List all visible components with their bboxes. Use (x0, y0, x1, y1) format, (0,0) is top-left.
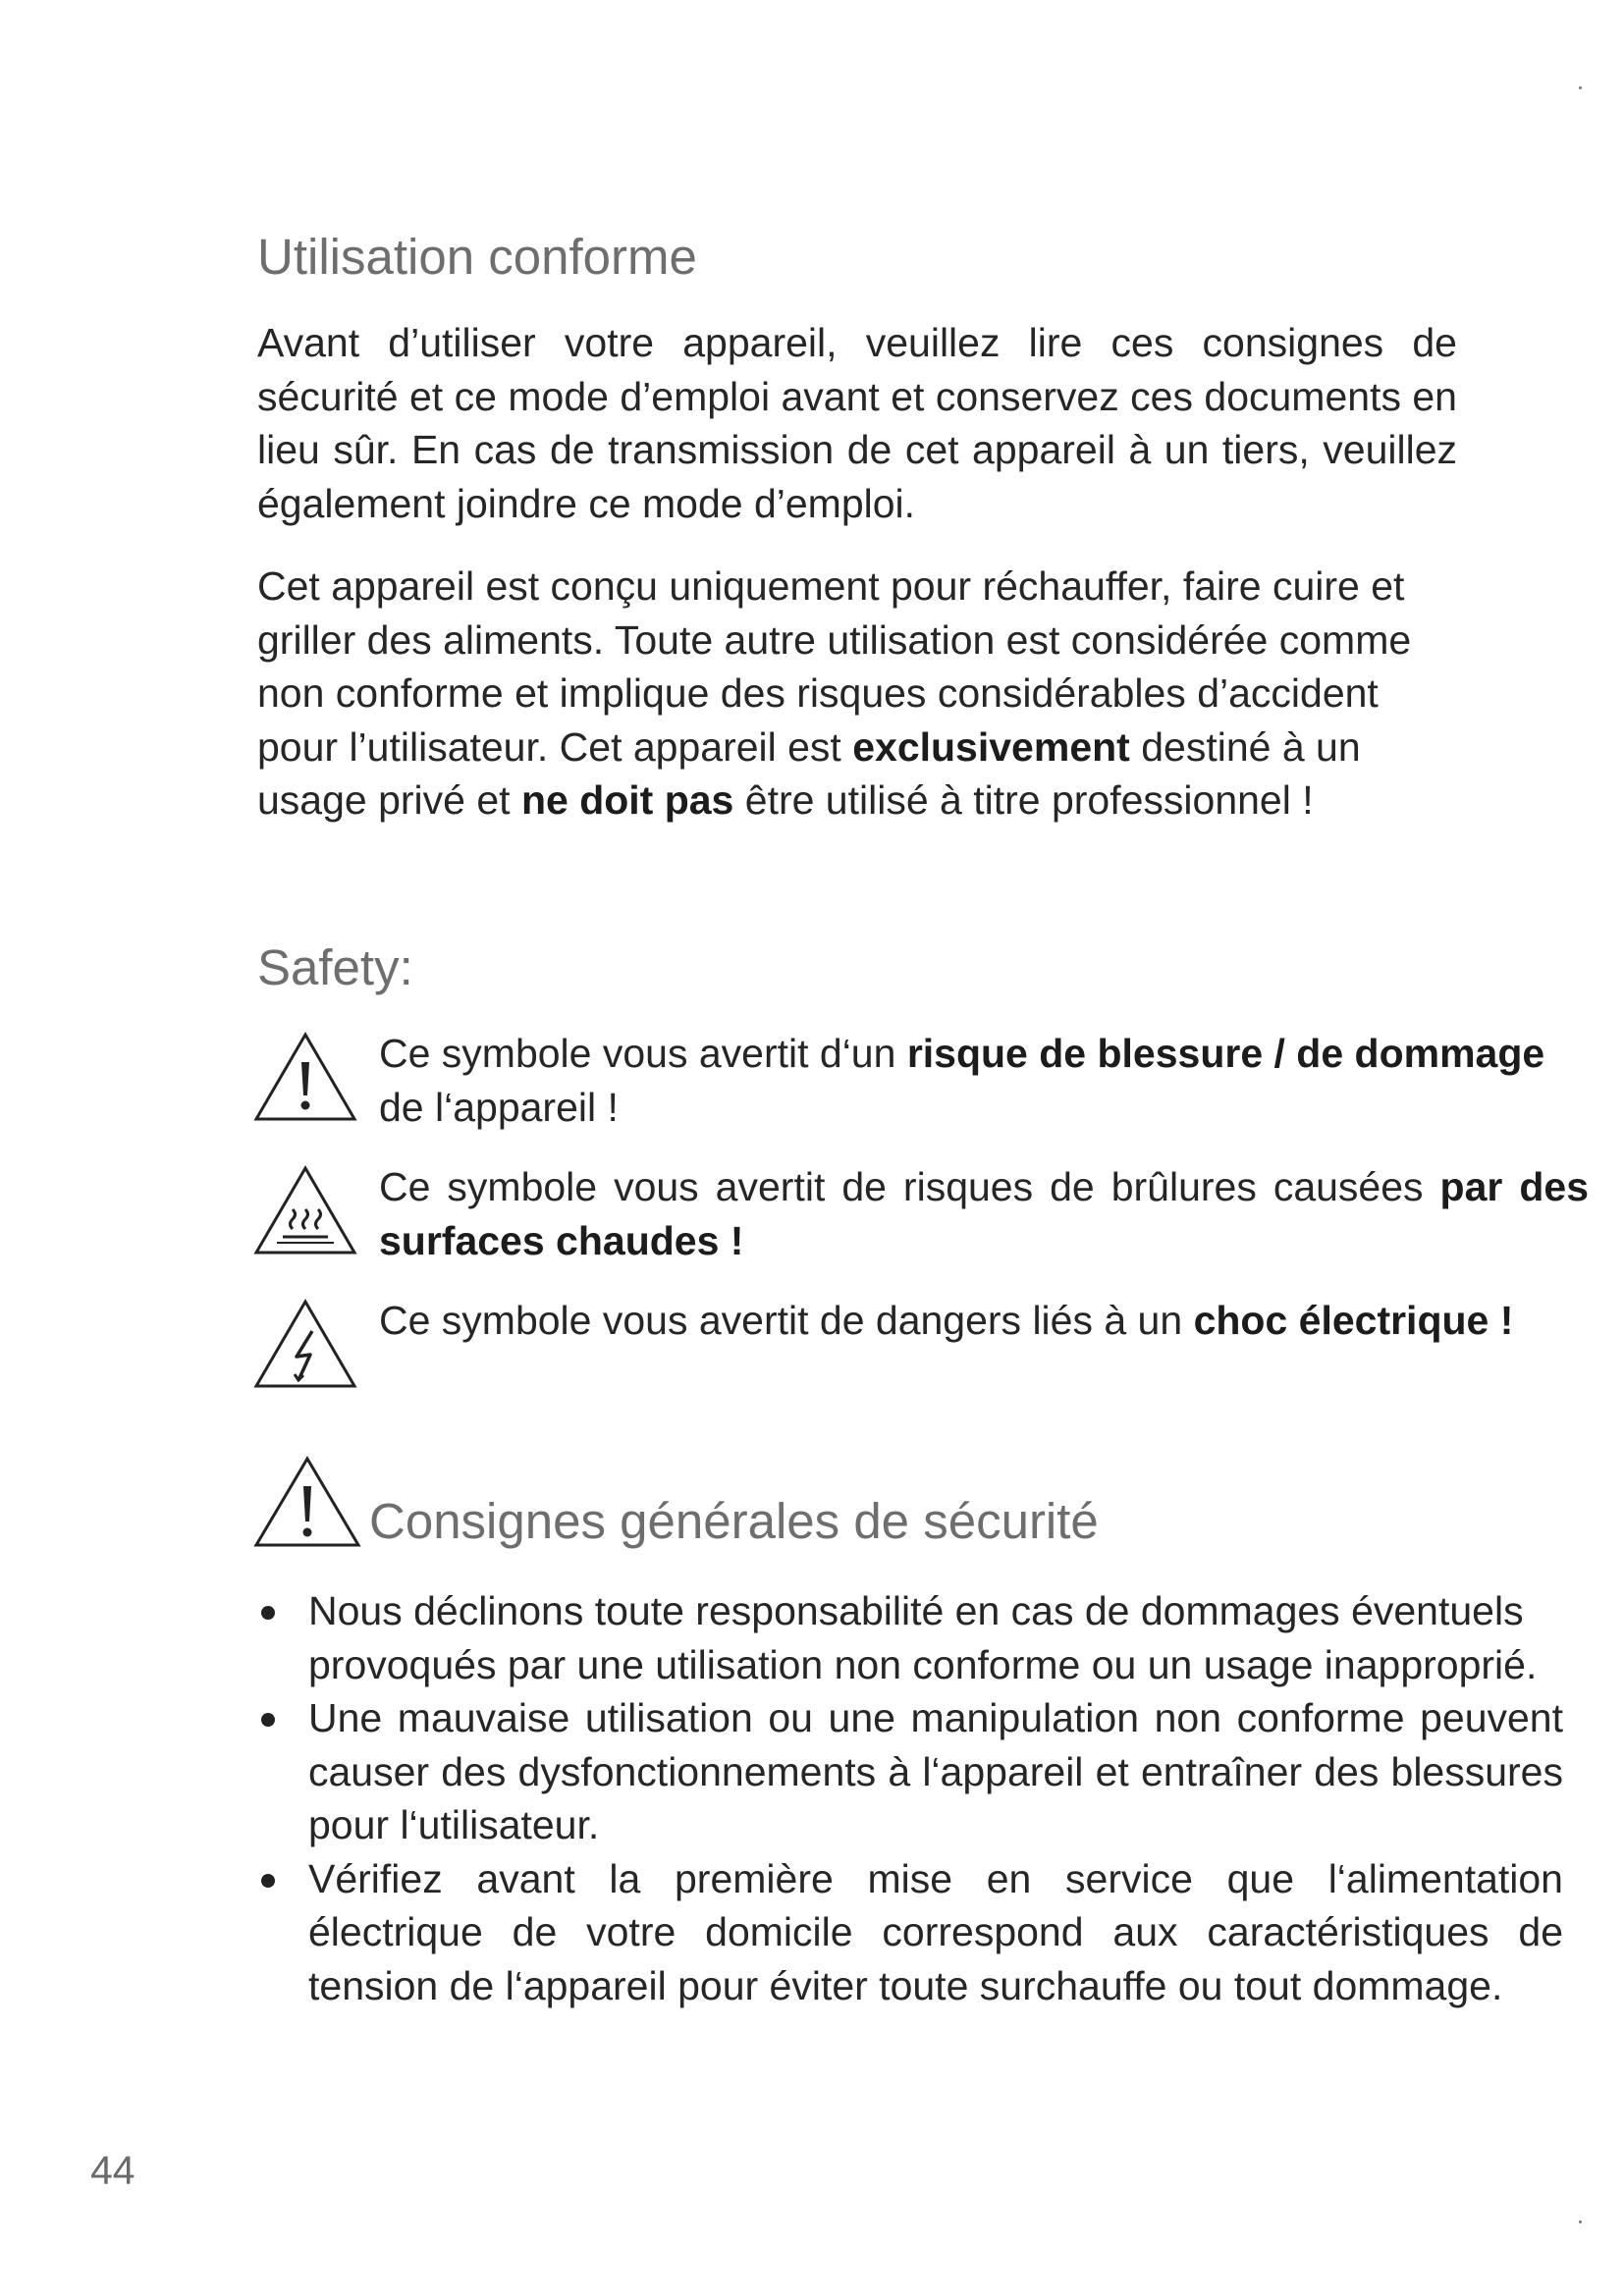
exclamation-warning-icon (253, 1031, 357, 1123)
electric-shock-warning-icon (253, 1298, 357, 1390)
warning-injury-text (379, 1027, 1589, 1134)
warning-burn-text-before: Ce symbole vous avertit de risques de brûlures causées (379, 1164, 1440, 1209)
usage-paragraph (257, 560, 1457, 828)
list-item (257, 1691, 1563, 1852)
warning-injury-text-after: de l‘appareil ! (379, 1084, 619, 1130)
list-item (257, 1584, 1563, 1691)
warning-electric-bold: choc électrique ! (1193, 1298, 1514, 1343)
warning-burn-bold: par des surfaces chaudes ! (379, 1164, 1589, 1263)
usage-bold-not-allowed: ne doit pas (520, 777, 734, 823)
general-safety-list (257, 1584, 1563, 2012)
list-item-text: Une mauvaise utilisation ou une manipulation non conforme peuvent causer des dysfonctionnements à l‘appareil et entraîner des blessures pour l‘utilisateur. (308, 1695, 1563, 1847)
list-item-text: Vérifiez avant la première mise en service que l‘alimentation électrique de votre domicile correspond aux caractéristiques de tension de l‘appareil pour éviter toute surchauffe ou tout dommage. (308, 1855, 1563, 2008)
usage-bold-exclusively: exclusivement (852, 723, 1130, 770)
intro-paragraph: Avant d’utiliser votre appareil, veuillez lire ces consignes de sécurité et ce mode d’emploi avant et conservez ces documents en lieu sûr. En cas de transmission de cet appareil à un tiers, veuillez également joindre ce mode d’emploi. (257, 320, 1457, 526)
corner-mark (1579, 86, 1582, 89)
warning-injury-text-before: Ce symbole vous avertit d‘un (379, 1031, 907, 1076)
section-title-safety: Safety: (257, 939, 413, 995)
list-item (257, 1852, 1563, 2013)
corner-mark (1579, 2220, 1582, 2223)
usage-text-2: destiné à un usage privé et (257, 723, 1361, 823)
usage-text-1: Cet appareil est conçu uniquement pour réchauffer, faire cuire et griller des aliments. Toute autre utilisation est considérée comme non conforme et implique des risques considérables d’accident pour l’utilisateur. Cet appareil est (257, 563, 1412, 770)
hot-surface-warning-icon (253, 1164, 357, 1256)
exclamation-warning-icon (253, 1455, 361, 1549)
usage-text-3: être utilisé à titre professionnel ! (733, 777, 1314, 823)
warning-electric-text (379, 1294, 1589, 1348)
warning-injury-bold: risque de blessure / de dommage (906, 1031, 1545, 1076)
page-number: 44 (90, 2148, 135, 2193)
section-title-general-safety: Consignes générales de sécurité (369, 1493, 1099, 1549)
warning-burn-text (379, 1160, 1589, 1267)
list-item-text: Nous déclinons toute responsabilité en cas de dommages éventuels provoqués par une utilisation non conforme ou un usage inapproprié. (308, 1588, 1538, 1687)
section-title-utilisation: Utilisation conforme (257, 229, 697, 285)
warning-electric-text-before: Ce symbole vous avertit de dangers liés à un (379, 1298, 1194, 1343)
